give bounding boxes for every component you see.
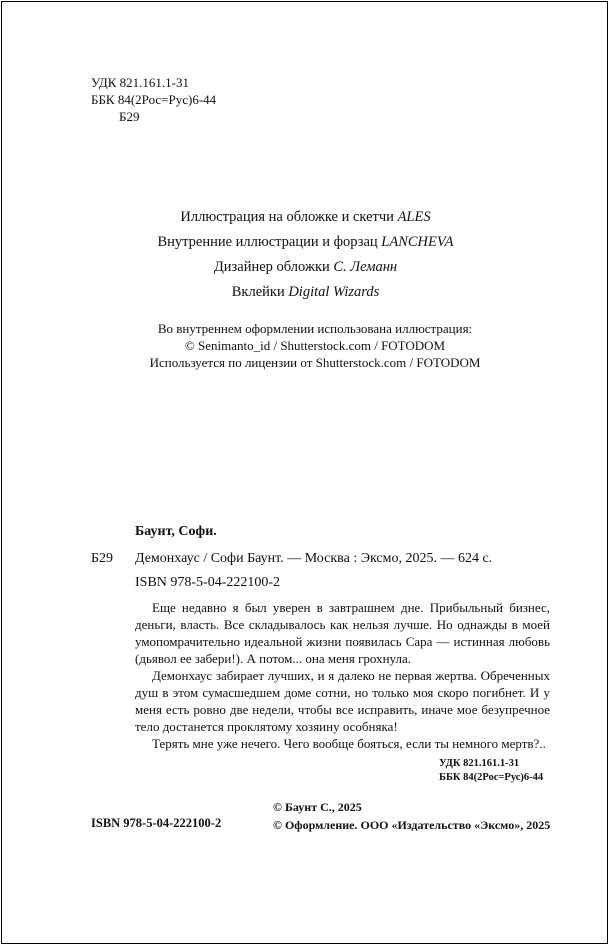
- credit-inner: Внутренние иллюстрации и форзац LANCHEVA: [157, 234, 454, 250]
- bbk-code-bottom: ББК 84(2Рос=Рус)6-44: [439, 772, 544, 783]
- license-line-1: Во внутреннем оформлении использована иллюстрация:: [157, 321, 473, 336]
- classification-codes: [91, 74, 216, 125]
- record-isbn: ISBN 978-5-04-222100-2: [135, 575, 281, 590]
- copyright-design: © Оформление. ООО «Издательство «Эксмо», 2025: [273, 818, 551, 832]
- credit-cover: Иллюстрация на обложке и скетчи ALES: [180, 209, 431, 225]
- license-line-2: © Senimanto_id / Shutterstock.com / FOTODOM: [184, 338, 446, 353]
- record-code: Б29: [91, 551, 114, 566]
- annotation: [135, 599, 550, 752]
- annotation-paragraph-2: Демонхаус забирает лучших, и я далеко не первая жертва. Обреченных душ в этом сумасшедшем доме сотни, но только моя скоро погибнет. И у меня есть ровно две недели, чтобы все исправить, иначе мое безупречное тело достанется проклятому хозяину особняка!: [135, 668, 550, 734]
- udk-code-bottom: УДК 821.161.1-31: [439, 758, 520, 769]
- udk-code: УДК 821.161.1-31: [91, 75, 190, 90]
- copyright-block: [273, 798, 550, 834]
- credit-designer: Дизайнер обложки С. Леманн: [213, 259, 398, 275]
- author-mark: Б29: [119, 109, 140, 124]
- license-line-3: Используется по лицензии от Shutterstock.com / FOTODOM: [149, 355, 481, 370]
- record-title: Демонхаус / Софи Баунт. — Москва : Эксмо, 2025. — 624 с.: [135, 551, 493, 566]
- isbn-bottom: ISBN 978-5-04-222100-2: [91, 816, 222, 830]
- annotation-paragraph-1: Еще недавно я был уверен в завтрашнем дне. Прибыльный бизнес, деньги, власть. Все складывалось как нельзя лучше. Но однажды в моей умопомрачительно идеальной жизни появилась Сара — истинная любовь (дьявол ее забери!). А потом... она меня грохнула.: [135, 600, 550, 666]
- illustration-credits: [0, 205, 611, 305]
- classification-codes-bottom: [439, 757, 543, 785]
- annotation-paragraph-3: Терять мне уже нечего. Чего вообще бояться, если ты немного мертв?..: [152, 736, 546, 751]
- license-notice: [0, 320, 611, 371]
- credit-inserts: Вклейки Digital Wizards: [231, 284, 380, 300]
- bbk-code: ББК 84(2Рос=Рус)6-44: [91, 92, 217, 107]
- record-author: Баунт, Софи.: [135, 524, 217, 539]
- copyright-author: © Баунт С., 2025: [273, 800, 362, 814]
